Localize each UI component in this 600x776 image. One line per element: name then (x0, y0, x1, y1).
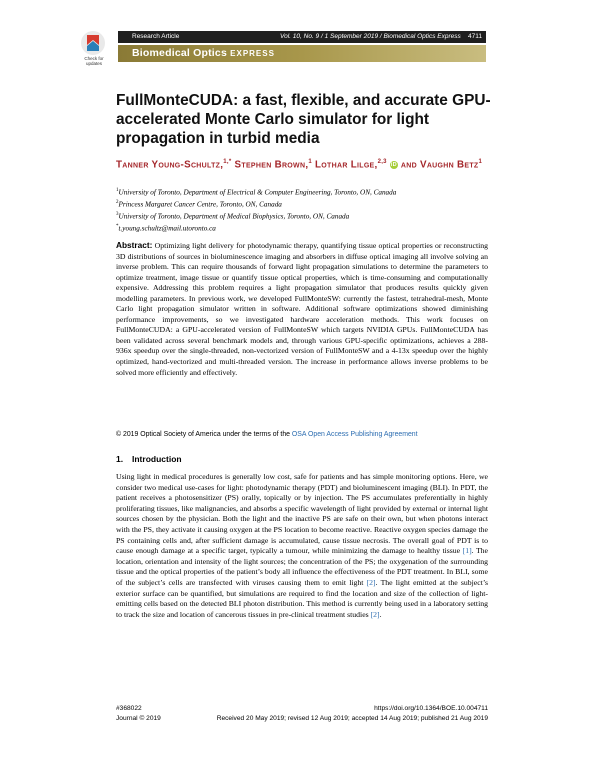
section-heading (116, 454, 182, 464)
intro-text: . (379, 609, 382, 619)
crossmark-icon[interactable] (80, 30, 106, 56)
affiliations (116, 186, 491, 234)
abstract-text: Optimizing light delivery for photodynamic therapy, quantifying tissue optical properties or reconstructing 3D distributions of sources in bioluminescence imaging and absorbers in diffuse optical imaging all involve solving an inverse problem. This can require thousands of forward light propagation simulations to determine the parameters to optimize treatment, image tissue or quantify tissue optical properties, which is time-consuming and computationally expensive. Addressing this problem requires a light propagation simulator that produces results quickly given modelling parameters. In previous work, we developed FullMonteSW: currently the fastest, tetrahedral-mesh, Monte Carlo light propagation simulator written in software. Additional software optimizations showed diminishing performance improvements, so we investigated hardware acceleration methods. This work focuses on FullMonteCUDA: a GPU-accelerated version of FullMonteSW which targets NVIDIA GPUs. FullMonteCUDA has been validated across several benchmark models and, through various GPU-specific optimizations, achieves a 288-936x speedup over the single-threaded, non-vectorized version of FullMonteSW and a 4-13x speedup over the highly optimized, hand-vectorized and multi-threaded version. The increase in performance allows inverse problems to be solved more efficiently and effectively. (116, 241, 489, 377)
abstract (116, 240, 488, 378)
paper-title: FullMonteCUDA: a fast, flexible, and accurate GPU-accelerated Monte Carlo simulator for light propagation in turbid media (116, 92, 491, 147)
abstract-label: Abstract: (116, 240, 153, 250)
author-affiliation-sup: 1 (308, 159, 312, 165)
affiliation-sup: * (116, 223, 119, 229)
citation-link[interactable]: [1] (462, 546, 472, 556)
affiliation-sup: 2 (116, 199, 119, 205)
section-title: Introduction (132, 454, 182, 464)
section-number: 1. (116, 454, 124, 464)
publication-dates: Received 20 May 2019; revised 12 Aug 2019; accepted 14 Aug 2019; published 21 Aug 2019 (216, 715, 488, 722)
affiliation-text: Princess Margaret Cancer Centre, Toronto, ON, Canada (118, 200, 282, 209)
author-and: and (400, 159, 417, 171)
author-list (116, 155, 491, 172)
orcid-icon[interactable]: iD (390, 162, 397, 169)
footer-left (116, 704, 161, 724)
citation-link[interactable]: [2] (370, 609, 380, 619)
intro-text: . The light emitted at the subject’s exterior surface can be quantified, but simulations are required to find the location and size of the collection of light-emitting cells based on the detected BLI photon distribution. This method is currently being used in a laboratory setting to track the size and location of cancerous tissues in pre-clinical treatment studies (116, 577, 489, 619)
intro-text: Using light in medical procedures is generally low cost, safe for patients and has simple monitoring options. Here, we consider two medical use-cases for light: photodynamic therapy (PDT) and bioluminescent imaging (BLI). In PDT, the patient receives a photosensitizer (PS) orally, topically or by injection. The PS accumulates preferentially in highly proliferating tissues, like malignancies, and absorbs a specific wavelength of light provided by external or internal light sources chosen by the physician. Both the light and the inactive PS are safe on their own, but when photons interact with the PS, they activate it causing oxygen at the PS location to become reactive. Reactive oxygen species damage the PS containing cells and, after sufficient damage is accumulated, cause tissue necrosis. The overall goal of PDT is to cause enough damage at a specific target, typically a tumour, while minimizing the damage to healthy tissue (116, 472, 488, 556)
intro-text: . The location, orientation and intensity of the light sources; the concentration of the PS; the oxygenation of the surrounding tissue and the optical properties of the patient’s body all influence the effectiveness of the PDT treatment. In BLI, some of the subject’s cells are transfected with viruses causing them to emit light (116, 546, 488, 587)
affiliation-sup: 3 (116, 211, 119, 217)
manuscript-id: #368022 (116, 705, 142, 712)
crossmark-label[interactable]: Check for updates (84, 56, 104, 66)
citation-line (280, 33, 482, 40)
author-affiliation-sup: 1 (478, 159, 483, 165)
author-name: Vaughn Betz (419, 159, 479, 171)
author-affiliation-sup: 2,3 (377, 159, 387, 165)
affiliation-sup: 1 (116, 188, 119, 193)
open-access-link[interactable]: OSA Open Access Publishing Agreement (291, 431, 418, 438)
affiliation-text: University of Toronto, Department of Medical Biophysics, Toronto, ON, Canada (118, 212, 350, 221)
affiliation-item (116, 186, 491, 198)
corresponding-email[interactable] (116, 222, 491, 234)
author-name: Lothar Lilge, (315, 159, 378, 171)
author-affiliation-sup: 1,* (223, 159, 232, 165)
journal-copyright: Journal © 2019 (116, 715, 161, 722)
article-type: Research Article (132, 32, 180, 40)
email-link[interactable]: t.young.schultz@mail.utoronto.ca (118, 224, 216, 233)
journal-name: Biomedical Optics (132, 47, 228, 59)
introduction-paragraph (116, 472, 488, 620)
affiliation-item (116, 210, 491, 222)
header-bar (118, 31, 486, 43)
citation-text: Vol. 10, No. 9 / 1 September 2019 / Biomedical Optics Express (280, 32, 461, 40)
page-number: 4711 (468, 32, 482, 40)
journal-logo (132, 47, 275, 59)
affiliation-text: University of Toronto, Department of Electrical & Computer Engineering, Toronto, ON, Canada (118, 188, 397, 197)
citation-link[interactable]: [2] (366, 577, 376, 587)
author-name: Stephen Brown, (234, 159, 309, 171)
copyright-line (116, 431, 488, 438)
affiliation-item (116, 198, 491, 210)
journal-banner (118, 45, 486, 62)
journal-express: EXPRESS (230, 49, 275, 58)
copyright-text: © 2019 Optical Society of America under the terms of the (116, 431, 290, 438)
author-name: Tanner Young-Schultz, (116, 159, 224, 171)
footer-right (217, 704, 488, 724)
doi-link[interactable]: https://doi.org/10.1364/BOE.10.004711 (374, 705, 488, 712)
